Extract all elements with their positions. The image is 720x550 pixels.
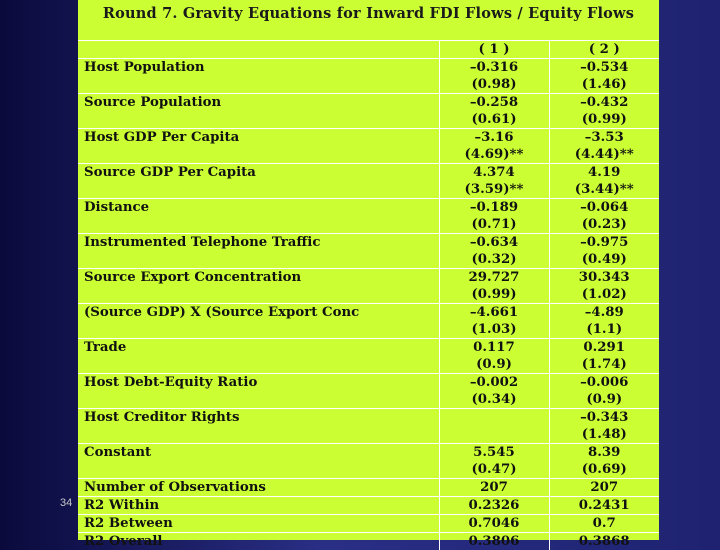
row-label (78, 461, 439, 479)
table-row (78, 497, 659, 515)
table-row (78, 409, 659, 427)
column-2-value: 8.39 (549, 444, 659, 462)
table-header-row (78, 41, 659, 59)
table-row (78, 234, 659, 252)
row-label: Instrumented Telephone Traffic (78, 234, 439, 252)
table-row (78, 321, 659, 339)
table-row (78, 339, 659, 357)
column-2-value: –0.975 (549, 234, 659, 252)
column-1-value: (0.34) (439, 391, 549, 409)
column-2-value: 0.3868 (549, 533, 659, 550)
column-2-header: ( 2 ) (549, 41, 659, 59)
column-1-value: (0.98) (439, 76, 549, 94)
column-1-value: (0.32) (439, 251, 549, 269)
column-2-value: 0.2431 (549, 497, 659, 515)
column-2-value: (0.49) (549, 251, 659, 269)
column-1-value (439, 409, 549, 427)
column-1-value: 207 (439, 479, 549, 497)
table-row (78, 181, 659, 199)
table-row (78, 251, 659, 269)
row-label (78, 391, 439, 409)
column-1-value: (4.69)** (439, 146, 549, 164)
row-label (78, 251, 439, 269)
row-label (78, 356, 439, 374)
column-1-value: –3.16 (439, 129, 549, 147)
table-row (78, 146, 659, 164)
regression-table-panel (78, 0, 659, 540)
column-1-value: (0.61) (439, 111, 549, 129)
table-row (78, 391, 659, 409)
table-row (78, 94, 659, 112)
table-title: Round 7. Gravity Equations for Inward FDI Flows / Equity Flows (78, 4, 659, 23)
column-2-value: –4.89 (549, 304, 659, 322)
column-1-value: 29.727 (439, 269, 549, 287)
row-label: (Source GDP) X (Source Export Conc (78, 304, 439, 322)
row-label (78, 286, 439, 304)
regression-table (78, 40, 659, 550)
table-row (78, 515, 659, 533)
column-2-value: 4.19 (549, 164, 659, 182)
table-row (78, 479, 659, 497)
column-1-value (439, 426, 549, 444)
row-label: R2 Overall (78, 533, 439, 550)
table-row (78, 269, 659, 287)
row-label (78, 181, 439, 199)
column-1-value: (0.99) (439, 286, 549, 304)
table-row (78, 356, 659, 374)
column-2-value: 30.343 (549, 269, 659, 287)
table-row (78, 304, 659, 322)
column-1-value: –4.661 (439, 304, 549, 322)
column-2-value: (3.44)** (549, 181, 659, 199)
table-row (78, 111, 659, 129)
row-label: R2 Within (78, 497, 439, 515)
table-row (78, 286, 659, 304)
column-2-value: (1.46) (549, 76, 659, 94)
row-label: Source Export Concentration (78, 269, 439, 287)
column-2-value: –0.006 (549, 374, 659, 392)
table-row (78, 461, 659, 479)
column-1-value: 4.374 (439, 164, 549, 182)
row-label: Constant (78, 444, 439, 462)
row-label (78, 76, 439, 94)
row-label: Host Population (78, 59, 439, 77)
column-2-value: 207 (549, 479, 659, 497)
column-1-value: (3.59)** (439, 181, 549, 199)
column-2-value: (1.74) (549, 356, 659, 374)
column-2-value: 0.291 (549, 339, 659, 357)
column-2-value: –3.53 (549, 129, 659, 147)
row-label (78, 216, 439, 234)
row-label (78, 146, 439, 164)
column-1-value: –0.316 (439, 59, 549, 77)
column-2-value: (1.02) (549, 286, 659, 304)
column-2-value: (4.44)** (549, 146, 659, 164)
column-2-value: (1.48) (549, 426, 659, 444)
row-label (78, 426, 439, 444)
column-2-value: 0.7 (549, 515, 659, 533)
row-label: Source GDP Per Capita (78, 164, 439, 182)
row-label: Host Creditor Rights (78, 409, 439, 427)
column-1-value: 0.7046 (439, 515, 549, 533)
column-1-value: (0.9) (439, 356, 549, 374)
column-2-value: –0.064 (549, 199, 659, 217)
table-row (78, 444, 659, 462)
header-label-cell (78, 41, 439, 59)
row-label: Number of Observations (78, 479, 439, 497)
column-2-value: –0.343 (549, 409, 659, 427)
column-1-header: ( 1 ) (439, 41, 549, 59)
column-2-value: –0.432 (549, 94, 659, 112)
column-2-value: (0.69) (549, 461, 659, 479)
table-row (78, 76, 659, 94)
row-label: Distance (78, 199, 439, 217)
column-2-value: –0.534 (549, 59, 659, 77)
row-label: Source Population (78, 94, 439, 112)
table-row (78, 533, 659, 550)
column-1-value: (0.47) (439, 461, 549, 479)
table-row (78, 129, 659, 147)
row-label: Trade (78, 339, 439, 357)
table-row (78, 216, 659, 234)
column-1-value: 0.2326 (439, 497, 549, 515)
column-2-value: (0.23) (549, 216, 659, 234)
table-row (78, 164, 659, 182)
column-1-value: –0.634 (439, 234, 549, 252)
row-label (78, 321, 439, 339)
table-row (78, 426, 659, 444)
row-label (78, 111, 439, 129)
row-label: Host Debt-Equity Ratio (78, 374, 439, 392)
column-1-value: –0.002 (439, 374, 549, 392)
column-1-value: 0.117 (439, 339, 549, 357)
table-row (78, 59, 659, 77)
column-2-value: (0.9) (549, 391, 659, 409)
column-1-value: –0.258 (439, 94, 549, 112)
table-row (78, 374, 659, 392)
slide-number: 34 (60, 497, 72, 509)
row-label: Host GDP Per Capita (78, 129, 439, 147)
column-1-value: (0.71) (439, 216, 549, 234)
column-1-value: (1.03) (439, 321, 549, 339)
column-1-value: 5.545 (439, 444, 549, 462)
column-2-value: (1.1) (549, 321, 659, 339)
column-1-value: –0.189 (439, 199, 549, 217)
row-label: R2 Between (78, 515, 439, 533)
column-1-value: 0.3806 (439, 533, 549, 550)
table-row (78, 199, 659, 217)
column-2-value: (0.99) (549, 111, 659, 129)
